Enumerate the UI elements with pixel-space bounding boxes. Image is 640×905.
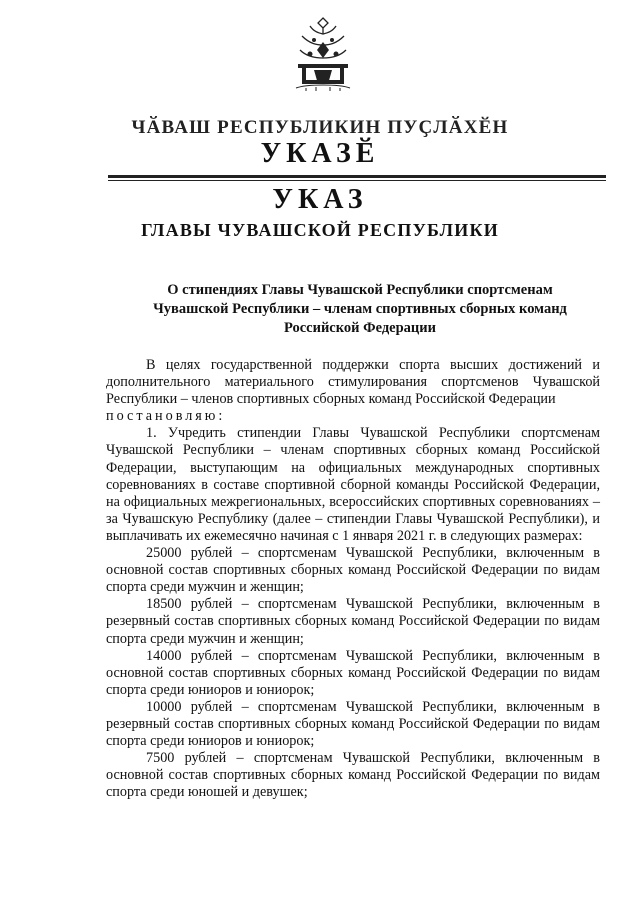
russian-header-ukaz: УКАЗ: [272, 184, 368, 215]
document-title: [110, 281, 610, 338]
document-title-line: О стипендиях Главы Чувашской Республики спортсменам: [167, 282, 553, 298]
chuvash-emblem-icon: [292, 14, 354, 92]
header-divider-thin: [108, 180, 606, 181]
header-divider-thick: [108, 175, 606, 178]
chuvash-header-title: ЧӐВАШ РЕСПУБЛИКИН ПУҪЛӐХӖН: [131, 117, 509, 138]
amount-paragraph: 10000 рублей – спортсменам Чувашской Республики, включенным в резервный состав спортивных сборных команд Российской Федерации по видам спорта среди юниоров и юниорок;: [106, 698, 600, 750]
amount-paragraph: 14000 рублей – спортсменам Чувашской Республики, включенным в основной состав спортивных сборных команд Российской Федерации по видам спорта среди юниоров и юниорок;: [106, 647, 600, 698]
document-body: [106, 357, 600, 801]
amount-paragraph: 18500 рублей – спортсменам Чувашской Республики, включенным в резервный состав спортивных сборных команд Российской Федерации по видам спорта среди мужчин и женщин;: [106, 596, 600, 647]
decree-word: постановляю:: [106, 408, 226, 425]
item-1-paragraph: 1. Учредить стипендии Главы Чувашской Республики спортсменам Чувашской Республики – членам спортивных сборных команд Российской Федерации, выступающим на официальных международных спортивных соревнованиях в составе спортивной сборной команды Российской Федерации, на официальных межрегиональных, всероссийских спортивных соревнованиях – за Чувашскую Республику (далее – стипендии Главы Чувашской Республики), и выплачивать их ежемесячно начиная с 1 января 2021 г. в следующих размерах:: [106, 425, 600, 544]
amount-paragraph: 25000 рублей – спортсменам Чувашской Республики, включенным в основной состав спортивных сборных команд Российской Федерации по видам спорта среди мужчин и женщин;: [106, 545, 600, 596]
chuvash-header-ukaze: УКАЗӖ: [260, 138, 380, 169]
amount-paragraph: 7500 рублей – спортсменам Чувашской Республики, включенным в основной состав спортивных сборных команд Российской Федерации по видам спорта среди юношей и девушек;: [106, 750, 600, 801]
russian-header-head: ГЛАВЫ ЧУВАШСКОЙ РЕСПУБЛИКИ: [141, 220, 499, 240]
document-title-line: Российской Федерации: [283, 320, 436, 336]
document-title-line: Чувашской Республики – членам спортивных сборных команд: [153, 301, 567, 317]
preamble-paragraph: В целях государственной поддержки спорта высших достижений и дополнительного материального стимулирования спортсменов Чувашской Республики – членов спортивных сборных команд Российской Федерации: [106, 357, 600, 408]
